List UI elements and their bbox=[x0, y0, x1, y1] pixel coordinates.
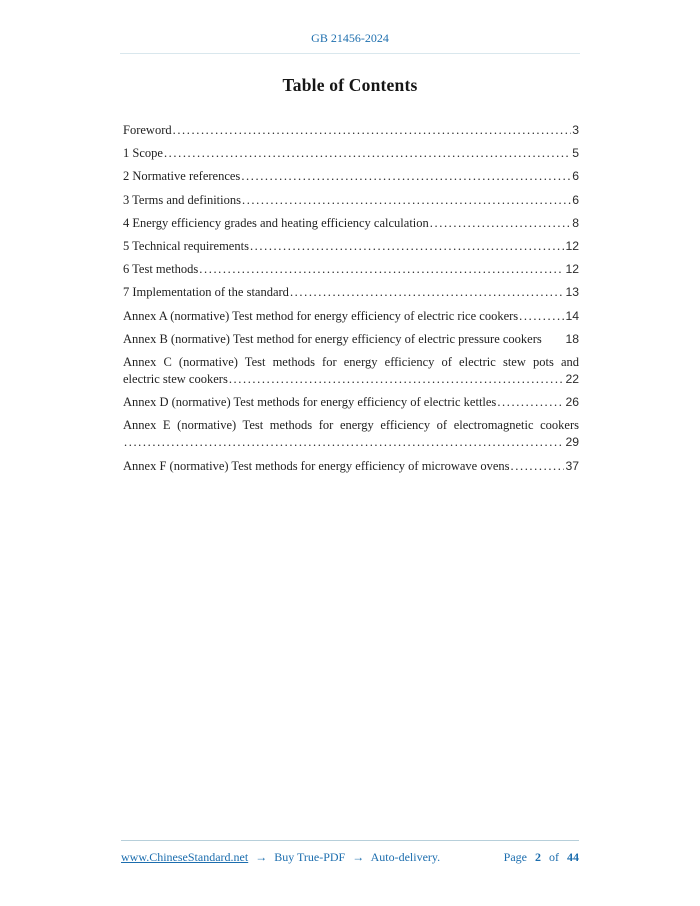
footer-page-total: 44 bbox=[567, 850, 579, 864]
toc-leader-dots bbox=[242, 192, 571, 209]
footer-page-label: Page bbox=[503, 850, 527, 864]
toc-entry bbox=[123, 308, 579, 325]
toc-entry bbox=[123, 394, 579, 411]
toc-entry-line bbox=[123, 215, 579, 232]
toc-page-number: 6 bbox=[572, 192, 579, 207]
toc-leader-dots bbox=[519, 308, 564, 325]
toc-entry bbox=[123, 284, 579, 301]
toc-entry-line bbox=[123, 458, 579, 475]
toc-entry-text: Annex D (normative) Test methods for energy efficiency of electric kettles bbox=[123, 395, 497, 410]
toc-entry-line bbox=[123, 122, 579, 139]
toc-leader-dots bbox=[229, 371, 565, 388]
arrow-right-icon: → bbox=[352, 850, 365, 864]
toc-entry-line bbox=[123, 261, 579, 278]
toc-entry bbox=[123, 122, 579, 139]
toc-leader-dots bbox=[497, 394, 564, 411]
toc-leader-dots bbox=[241, 168, 571, 185]
toc-list bbox=[123, 122, 579, 481]
header-divider bbox=[120, 53, 580, 54]
toc-page-number: 13 bbox=[565, 285, 579, 300]
toc-leader-dots bbox=[250, 238, 565, 255]
toc-entry-line bbox=[123, 284, 579, 301]
toc-entry-text: 1 Scope bbox=[123, 146, 163, 161]
toc-entry-line bbox=[123, 145, 579, 162]
footer-divider bbox=[121, 840, 579, 841]
toc-entry-line bbox=[123, 434, 579, 451]
toc-leader-dots bbox=[199, 261, 564, 278]
toc-page-number: 18 bbox=[565, 331, 579, 346]
toc-page-number: 22 bbox=[565, 371, 579, 386]
toc-page-number: 14 bbox=[565, 308, 579, 323]
toc-leader-dots bbox=[164, 145, 571, 162]
toc-leader-dots bbox=[124, 434, 564, 451]
toc-entry bbox=[123, 238, 579, 255]
toc-entry-line bbox=[123, 394, 579, 411]
doc-number: GB 21456-2024 bbox=[311, 31, 389, 45]
toc-entry-text: 2 Normative references bbox=[123, 169, 241, 184]
toc-entry-text: 7 Implementation of the standard bbox=[123, 285, 289, 300]
footer-left bbox=[121, 850, 440, 865]
toc-entry bbox=[123, 215, 579, 232]
toc-entry-text: electric stew cookers bbox=[123, 371, 228, 386]
toc-entry-text: Foreword bbox=[123, 123, 172, 137]
page-footer bbox=[121, 840, 579, 865]
toc-page-number: 37 bbox=[565, 458, 579, 473]
toc-page-number: 26 bbox=[565, 395, 579, 410]
toc-page-number: 8 bbox=[572, 215, 579, 230]
toc-page-number: 3 bbox=[572, 123, 579, 137]
footer-of-label: of bbox=[549, 850, 559, 864]
toc-entry-text: Annex E (normative) Test methods for energy efficiency of electromagnetic cookers bbox=[123, 418, 579, 433]
toc-entry bbox=[123, 354, 579, 388]
toc-entry-text: 5 Technical requirements bbox=[123, 238, 249, 253]
toc-page-number: 12 bbox=[565, 238, 579, 253]
toc-leader-dots bbox=[290, 284, 565, 301]
toc-entry bbox=[123, 331, 579, 348]
toc-entry bbox=[123, 458, 579, 475]
toc-entry-text: 6 Test methods bbox=[123, 262, 199, 277]
toc-entry-text: 4 Energy efficiency grades and heating efficiency calculation bbox=[123, 215, 429, 230]
footer-page-current: 2 bbox=[535, 850, 541, 864]
toc-page-number: 5 bbox=[572, 146, 579, 161]
toc-page-number: 29 bbox=[565, 435, 579, 450]
arrow-right-icon: → bbox=[255, 850, 268, 864]
toc-entry-text: 3 Terms and definitions bbox=[123, 192, 241, 207]
footer-buy-label: Buy True-PDF bbox=[274, 850, 346, 864]
toc-entry-text: Annex B (normative) Test method for energy efficiency of electric pressure cookers bbox=[123, 331, 542, 346]
toc-entry-line bbox=[123, 192, 579, 209]
footer-site-link[interactable]: www.ChineseStandard.net bbox=[121, 850, 249, 864]
toc-entry-text: Annex C (normative) Test methods for energy efficiency of electric stew pots and bbox=[123, 354, 579, 369]
page-title: Table of Contents bbox=[282, 75, 418, 95]
toc-entry bbox=[123, 417, 579, 451]
toc-leader-dots bbox=[173, 122, 572, 139]
toc-entry bbox=[123, 145, 579, 162]
toc-page-number: 6 bbox=[572, 169, 579, 184]
toc-entry-text: Annex A (normative) Test method for energy efficiency of electric rice cookers bbox=[123, 308, 519, 323]
page-header bbox=[0, 0, 700, 54]
toc-entry-text: Annex F (normative) Test methods for energy efficiency of microwave ovens bbox=[123, 458, 510, 473]
toc-leader-dots bbox=[430, 215, 571, 232]
toc-entry-line bbox=[123, 331, 579, 348]
toc-leader-dots bbox=[511, 458, 565, 475]
toc-entry-line bbox=[123, 168, 579, 185]
toc-entry bbox=[123, 192, 579, 209]
toc-entry-line bbox=[123, 371, 579, 388]
toc-entry-line bbox=[123, 308, 579, 325]
toc-entry-line bbox=[123, 238, 579, 255]
toc-entry bbox=[123, 168, 579, 185]
toc-entry bbox=[123, 261, 579, 278]
footer-page-indicator bbox=[504, 850, 579, 865]
toc-page-number: 12 bbox=[565, 262, 579, 277]
footer-delivery-label: Auto-delivery. bbox=[370, 850, 441, 864]
